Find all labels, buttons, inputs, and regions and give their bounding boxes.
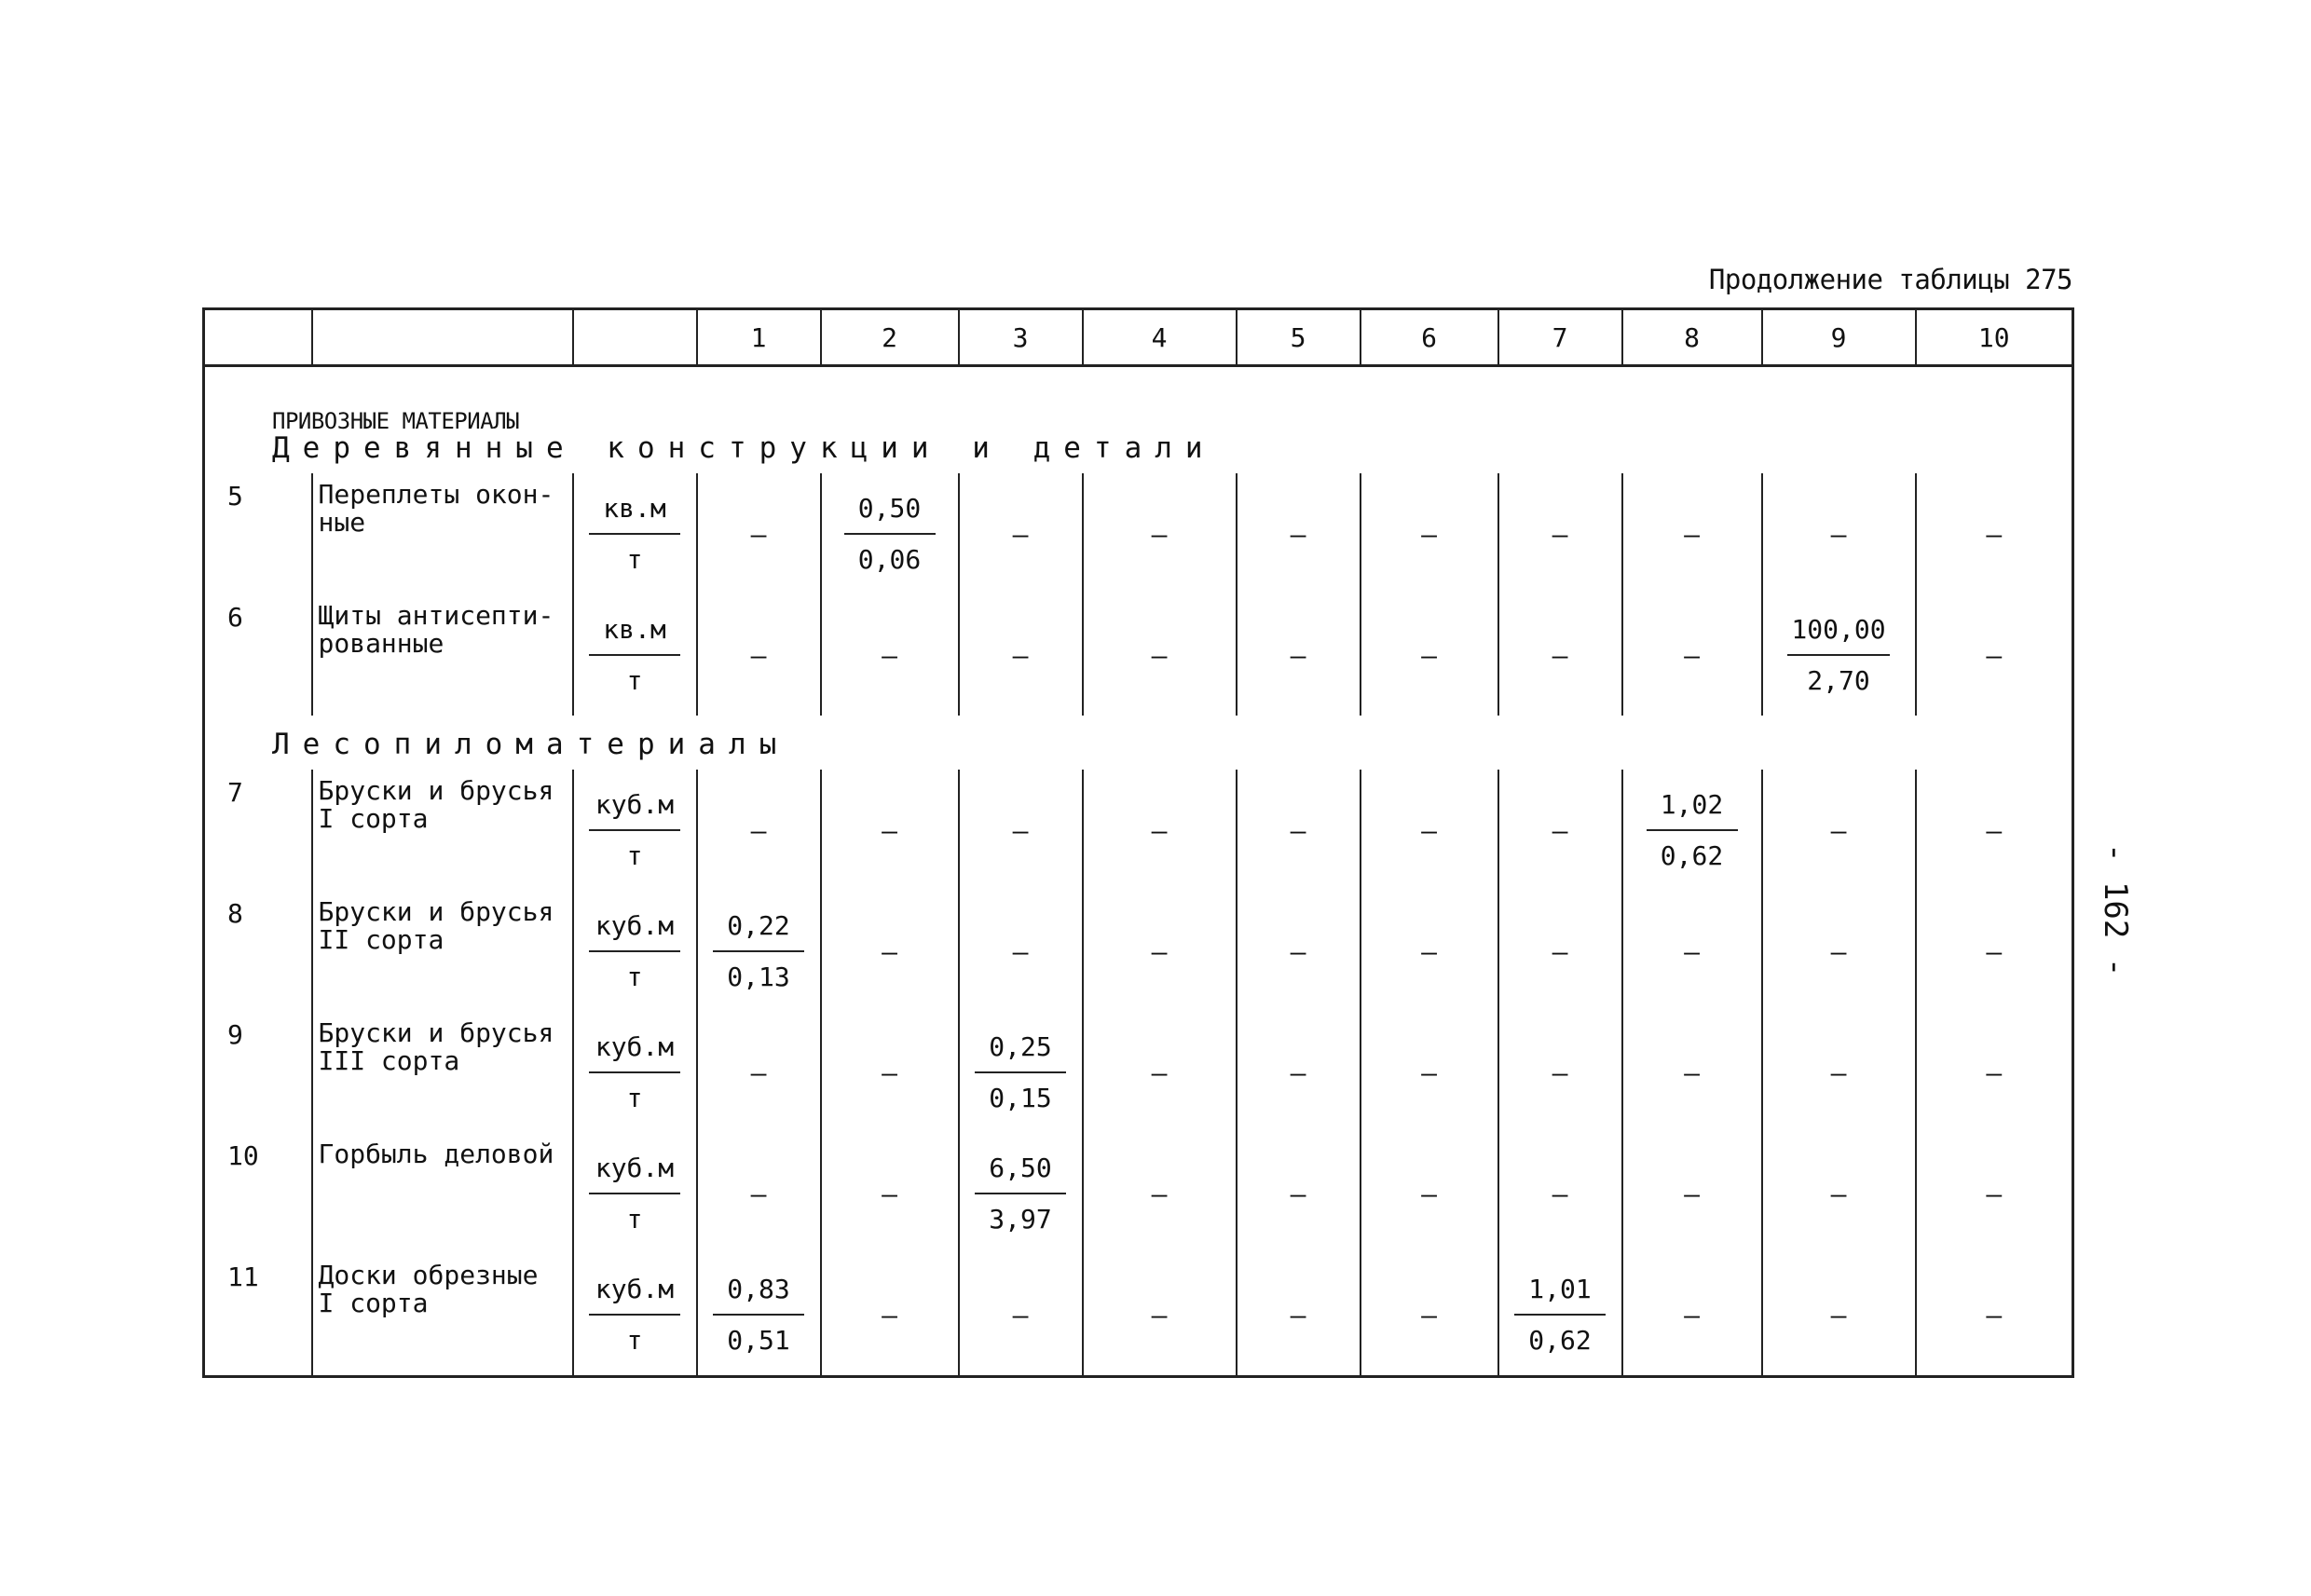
empty-dash: —: [750, 639, 767, 671]
empty-dash: —: [1421, 814, 1437, 846]
unit-volume: кв.м: [589, 612, 680, 656]
value-volume: 0,83: [713, 1272, 804, 1316]
empty-dash: —: [882, 1299, 897, 1330]
row-number: 7: [204, 770, 312, 891]
value-cell-col-9: [1762, 1012, 1916, 1133]
value-cell-col-2: [821, 473, 959, 594]
table-row: [204, 770, 2073, 891]
value-cell-col-8: [1622, 770, 1762, 891]
empty-dash: —: [1290, 518, 1306, 550]
unit-mass: т: [626, 665, 643, 697]
value-mass: 0,62: [1528, 1325, 1592, 1357]
empty-dash: —: [1290, 814, 1306, 846]
table-header-row: [204, 309, 2073, 366]
empty-dash: —: [1986, 518, 2003, 550]
value-cell-col-6: [1361, 1012, 1498, 1133]
empty-dash: —: [750, 1178, 767, 1209]
value-cell-col-4: [1083, 770, 1237, 891]
value-cell-col-6: [1361, 770, 1498, 891]
empty-dash: —: [1012, 639, 1029, 671]
empty-dash: —: [1684, 1057, 1700, 1088]
header-col-blank-1: [312, 309, 573, 366]
empty-dash: —: [1151, 639, 1168, 671]
value-cell-col-1: [697, 594, 821, 716]
unit-cell: [573, 473, 697, 594]
value-cell-col-10: [1916, 1133, 2073, 1254]
empty-dash: —: [1986, 1178, 2003, 1209]
value-cell-col-7: [1498, 1012, 1622, 1133]
empty-dash: —: [1421, 935, 1437, 967]
unit-mass: т: [626, 1083, 643, 1114]
empty-dash: —: [1421, 518, 1437, 550]
unit-volume: куб.м: [589, 1030, 680, 1073]
unit-cell: [573, 1254, 697, 1377]
empty-dash: —: [1986, 814, 2003, 846]
value-cell-col-5: [1237, 770, 1361, 891]
value-cell-col-1: [697, 770, 821, 891]
value-cell-col-9: [1762, 473, 1916, 594]
value-cell-col-3: [959, 1012, 1083, 1133]
section-wood-structures: [204, 432, 2073, 464]
unit-mass: т: [626, 544, 643, 576]
value-volume: 100,00: [1787, 612, 1889, 656]
table-row: [204, 891, 2073, 1012]
value-cell-col-4: [1083, 1133, 1237, 1254]
table-row: [204, 1133, 2073, 1254]
empty-dash: —: [1012, 518, 1029, 550]
value-cell-col-3: [959, 1254, 1083, 1377]
empty-dash: —: [1552, 639, 1568, 671]
empty-dash: —: [1684, 935, 1700, 967]
table-row: [204, 594, 2073, 716]
header-col-7: 7: [1498, 309, 1622, 366]
value-cell-col-10: [1916, 1254, 2073, 1377]
unit-mass: т: [626, 962, 643, 993]
value-cell-col-3: [959, 891, 1083, 1012]
empty-dash: —: [882, 639, 897, 671]
empty-dash: —: [1290, 1057, 1306, 1088]
empty-dash: —: [1421, 639, 1437, 671]
value-cell-col-8: [1622, 891, 1762, 1012]
value-cell-col-5: [1237, 594, 1361, 716]
material-name: Бруски и брусья II сорта: [312, 891, 573, 1012]
empty-dash: —: [1552, 814, 1568, 846]
empty-dash: —: [1552, 1178, 1568, 1209]
unit-mass: т: [626, 1325, 643, 1357]
header-col-9: 9: [1762, 309, 1916, 366]
value-cell-col-9: [1762, 1254, 1916, 1377]
value-cell-col-6: [1361, 1254, 1498, 1377]
header-col-2: 2: [821, 309, 959, 366]
material-name: Горбыль деловой: [312, 1133, 573, 1254]
empty-dash: —: [1151, 814, 1168, 846]
header-col-6: 6: [1361, 309, 1498, 366]
empty-dash: —: [1684, 1178, 1700, 1209]
empty-dash: —: [1830, 814, 1847, 846]
page-number: - 162 -: [2097, 843, 2134, 977]
value-cell-col-7: [1498, 473, 1622, 594]
value-cell-col-2: [821, 1012, 959, 1133]
value-volume: 6,50: [975, 1151, 1066, 1194]
empty-dash: —: [882, 1057, 897, 1088]
value-cell-col-3: [959, 594, 1083, 716]
value-cell-col-7: [1498, 594, 1622, 716]
value-cell-col-3: [959, 770, 1083, 891]
value-cell-col-1: [697, 1133, 821, 1254]
unit-cell: [573, 594, 697, 716]
table-row: [204, 1012, 2073, 1133]
value-cell-col-7: [1498, 1254, 1622, 1377]
empty-dash: —: [1012, 814, 1029, 846]
unit-volume: куб.м: [589, 1151, 680, 1194]
section-brought-materials-text: ПРИВОЗНЫЕ МАТЕРИАЛЫ: [272, 408, 520, 434]
header-col-10: 10: [1916, 309, 2073, 366]
value-cell-col-2: [821, 1254, 959, 1377]
value-cell-col-6: [1361, 1133, 1498, 1254]
value-cell-col-7: [1498, 770, 1622, 891]
value-cell-col-1: [697, 1254, 821, 1377]
value-cell-col-5: [1237, 891, 1361, 1012]
materials-table: [202, 307, 2074, 1378]
unit-volume: куб.м: [589, 908, 680, 952]
empty-dash: —: [1986, 639, 2003, 671]
empty-dash: —: [1830, 1299, 1847, 1330]
value-cell-col-10: [1916, 770, 2073, 891]
value-cell-col-10: [1916, 473, 2073, 594]
value-cell-col-2: [821, 770, 959, 891]
empty-dash: —: [750, 814, 767, 846]
unit-cell: [573, 891, 697, 1012]
header-col-1: 1: [697, 309, 821, 366]
empty-dash: —: [1830, 518, 1847, 550]
empty-dash: —: [1012, 935, 1029, 967]
material-name: Бруски и брусья III сорта: [312, 1012, 573, 1133]
empty-dash: —: [1421, 1057, 1437, 1088]
empty-dash: —: [1151, 518, 1168, 550]
value-cell-col-1: [697, 473, 821, 594]
empty-dash: —: [1290, 1299, 1306, 1330]
empty-dash: —: [1986, 1057, 2003, 1088]
header-col-4: 4: [1083, 309, 1237, 366]
value-cell-col-4: [1083, 594, 1237, 716]
empty-dash: —: [1421, 1299, 1437, 1330]
empty-dash: —: [1151, 1057, 1168, 1088]
value-cell-col-4: [1083, 1254, 1237, 1377]
value-cell-col-6: [1361, 594, 1498, 716]
value-cell-col-3: [959, 473, 1083, 594]
value-cell-col-2: [821, 1133, 959, 1254]
value-cell-col-2: [821, 891, 959, 1012]
empty-dash: —: [1151, 1178, 1168, 1209]
empty-dash: —: [882, 1178, 897, 1209]
section-lumber-text: Лесопиломатериалы: [272, 728, 790, 762]
unit-mass: т: [626, 1204, 643, 1235]
unit-volume: куб.м: [589, 1272, 680, 1316]
empty-dash: —: [1830, 1178, 1847, 1209]
empty-dash: —: [1290, 935, 1306, 967]
empty-dash: —: [1151, 935, 1168, 967]
value-cell-col-4: [1083, 891, 1237, 1012]
table-row: [204, 473, 2073, 594]
material-name: Переплеты окон- ные: [312, 473, 573, 594]
material-name: Доски обрезные I сорта: [312, 1254, 573, 1377]
value-cell-col-7: [1498, 1133, 1622, 1254]
material-name: Бруски и брусья I сорта: [312, 770, 573, 891]
empty-dash: —: [1986, 935, 2003, 967]
empty-dash: —: [1552, 935, 1568, 967]
empty-dash: —: [1552, 518, 1568, 550]
empty-dash: —: [1421, 1178, 1437, 1209]
table-caption: Продолжение таблицы 275: [1708, 264, 2072, 295]
value-cell-col-3: [959, 1133, 1083, 1254]
empty-dash: —: [750, 1057, 767, 1088]
section-brought-materials: [204, 366, 2073, 433]
value-cell-col-9: [1762, 770, 1916, 891]
empty-dash: —: [750, 518, 767, 550]
value-cell-col-1: [697, 1012, 821, 1133]
unit-cell: [573, 1133, 697, 1254]
value-cell-col-8: [1622, 1012, 1762, 1133]
value-cell-col-5: [1237, 1254, 1361, 1377]
empty-dash: —: [1552, 1057, 1568, 1088]
value-cell-col-6: [1361, 473, 1498, 594]
empty-dash: —: [882, 935, 897, 967]
value-cell-col-9: [1762, 891, 1916, 1012]
empty-dash: —: [1830, 1057, 1847, 1088]
value-volume: 1,02: [1647, 787, 1738, 831]
header-col-5: 5: [1237, 309, 1361, 366]
row-number: 5: [204, 473, 312, 594]
value-cell-col-6: [1361, 891, 1498, 1012]
unit-cell: [573, 770, 697, 891]
table-row: [204, 1254, 2073, 1377]
unit-volume: кв.м: [589, 491, 680, 535]
row-number: 11: [204, 1254, 312, 1377]
row-number: 8: [204, 891, 312, 1012]
value-cell-col-10: [1916, 1012, 2073, 1133]
value-mass: 0,62: [1660, 840, 1724, 872]
unit-mass: т: [626, 840, 643, 872]
empty-dash: —: [1012, 1299, 1029, 1330]
value-cell-col-4: [1083, 473, 1237, 594]
value-cell-col-9: [1762, 594, 1916, 716]
value-volume: 0,50: [844, 491, 936, 535]
header-col-blank-0: [204, 309, 312, 366]
value-cell-col-8: [1622, 1133, 1762, 1254]
value-mass: 0,13: [727, 962, 790, 993]
row-number: 10: [204, 1133, 312, 1254]
unit-volume: куб.м: [589, 787, 680, 831]
value-cell-col-5: [1237, 1133, 1361, 1254]
value-volume: 0,25: [975, 1030, 1066, 1073]
section-wood-structures-text: Деревянные конструкции и детали: [272, 431, 1216, 465]
header-col-8: 8: [1622, 309, 1762, 366]
value-cell-col-10: [1916, 891, 2073, 1012]
value-cell-col-8: [1622, 594, 1762, 716]
empty-dash: —: [1684, 1299, 1700, 1330]
value-cell-col-1: [697, 891, 821, 1012]
row-number: 6: [204, 594, 312, 716]
material-name: Щиты антисепти- рованные: [312, 594, 573, 716]
section-lumber: [204, 716, 2073, 760]
value-volume: 0,22: [713, 908, 804, 952]
header-col-blank-2: [573, 309, 697, 366]
value-cell-col-7: [1498, 891, 1622, 1012]
value-mass: 0,51: [727, 1325, 790, 1357]
empty-dash: —: [1290, 1178, 1306, 1209]
empty-dash: —: [1684, 639, 1700, 671]
value-cell-col-5: [1237, 473, 1361, 594]
value-cell-col-5: [1237, 1012, 1361, 1133]
value-cell-col-8: [1622, 473, 1762, 594]
value-mass: 0,06: [857, 544, 922, 576]
empty-dash: —: [1684, 518, 1700, 550]
empty-dash: —: [1290, 639, 1306, 671]
header-col-3: 3: [959, 309, 1083, 366]
value-cell-col-4: [1083, 1012, 1237, 1133]
empty-dash: —: [1151, 1299, 1168, 1330]
value-mass: 3,97: [989, 1204, 1052, 1235]
value-volume: 1,01: [1514, 1272, 1606, 1316]
value-cell-col-2: [821, 594, 959, 716]
value-cell-col-9: [1762, 1133, 1916, 1254]
empty-dash: —: [882, 814, 897, 846]
empty-dash: —: [1986, 1299, 2003, 1330]
value-cell-col-8: [1622, 1254, 1762, 1377]
value-cell-col-10: [1916, 594, 2073, 716]
value-mass: 2,70: [1807, 665, 1870, 697]
value-mass: 0,15: [989, 1083, 1052, 1114]
unit-cell: [573, 1012, 697, 1133]
row-number: 9: [204, 1012, 312, 1133]
empty-dash: —: [1830, 935, 1847, 967]
